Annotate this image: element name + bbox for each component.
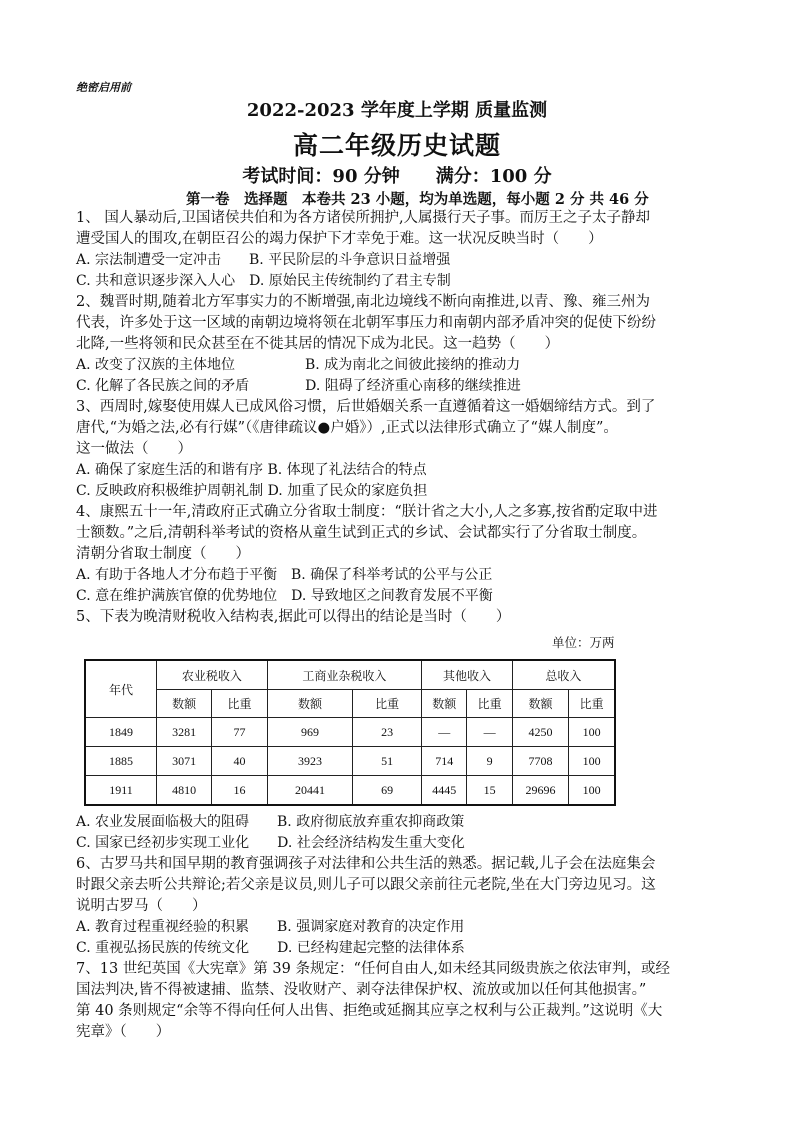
table-cell: 40 bbox=[212, 747, 267, 776]
question-line: 说明古罗马（ ） bbox=[76, 898, 207, 914]
question-line: 清朝分省取士制度（ ） bbox=[76, 546, 250, 562]
secret-mark: 绝密启用前 bbox=[76, 81, 131, 94]
question-line: 3、西周时,嫁娶使用媒人已成风俗习惯，后世婚姻关系一直遵循着这一婚姻缔结方式。到了 bbox=[76, 399, 656, 415]
table-cell: 1849 bbox=[85, 718, 157, 747]
option-line: A. 宗法制遭受一定冲击 B. 平民阶层的斗争意识日益增强 bbox=[76, 252, 451, 268]
question-line: 宪章》（ ） bbox=[76, 1024, 171, 1040]
table-cell: 23 bbox=[353, 718, 422, 747]
question-line: 5、下表为晚清财税收入结构表,据此可以得出的结论是当时（ ） bbox=[76, 609, 511, 625]
option-line: A. 确保了家庭生活的和谐有序 B. 体现了礼法结合的特点 bbox=[76, 462, 427, 478]
table-header-group: 其他收入 bbox=[422, 660, 513, 690]
question-line: 这一做法（ ） bbox=[76, 441, 192, 457]
question-line: 4、康熙五十一年,清政府正式确立分省取士制度：“朕计省之大小,人之多寡,按省酌定取中进 bbox=[76, 504, 658, 520]
table-cell: 969 bbox=[267, 718, 352, 747]
table-cell: 3281 bbox=[157, 718, 212, 747]
question-line: 国法判决,皆不得被逮捕、监禁、没收财产、剥夺法律保护权、流放或加以任何其他损害。” bbox=[76, 982, 647, 998]
question-line: 6、古罗马共和国早期的教育强调孩子对法律和公共生活的熟悉。据记载,儿子会在法庭集会 bbox=[76, 856, 656, 872]
table-cell: 9 bbox=[467, 747, 512, 776]
table-header-group: 农业税收入 bbox=[157, 660, 268, 690]
table-cell: 3923 bbox=[267, 747, 352, 776]
table-unit: 单位：万两 bbox=[552, 635, 615, 650]
table-subheader: 比重 bbox=[212, 690, 267, 718]
table-cell: 15 bbox=[467, 776, 512, 806]
question-line: 第 40 条则规定“余等不得向任何人出售、拒绝或延搁其应享之权利与公正裁判。”这说明《大 bbox=[76, 1003, 663, 1019]
question-line: 代表，许多处于这一区域的南朝边境将领在北朝军事压力和南朝内部矛盾冲突的促使下纷纷 bbox=[76, 315, 656, 331]
option-line: A. 农业发展面临极大的阻碍 B. 政府彻底放弃重农抑商政策 bbox=[76, 814, 465, 830]
option-line: A. 教育过程重视经验的积累 B. 强调家庭对教育的决定作用 bbox=[76, 919, 465, 935]
option-line: A. 有助于各地人才分布趋于平衡 B. 确保了科举考试的公平与公正 bbox=[76, 567, 493, 583]
question-line: 7、13 世纪英国《大宪章》第 39 条规定：“任何自由人,如未经其同级贵族之依法审判，或经 bbox=[76, 961, 670, 977]
table-row bbox=[85, 718, 615, 747]
option-line: C. 国家已经初步实现工业化 D. 社会经济结构发生重大变化 bbox=[76, 835, 465, 851]
table-row bbox=[85, 776, 615, 806]
table-cell: 4810 bbox=[157, 776, 212, 806]
table-cell: — bbox=[467, 718, 512, 747]
question-line: 1、 国人暴动后,卫国诸侯共伯和为各方诸侯所拥护,人属摄行天子事。而厉王之子太子静却 bbox=[76, 210, 651, 226]
table-subheader: 数额 bbox=[422, 690, 467, 718]
question-line: 北降,一些将领和民众甚至在不徙其居的情况下成为北民。这一趋势（ ） bbox=[76, 336, 560, 352]
option-line: C. 共和意识逐步深入人心 D. 原始民主传统制约了君主专制 bbox=[76, 273, 451, 289]
section-heading: 第一卷 选择题 本卷共 23 小题，均为单选题，每小题 2 分 共 46 分 bbox=[186, 191, 649, 208]
exam-time-score: 考试时间：90 分钟 满分：100 分 bbox=[242, 166, 552, 187]
table-subheader: 数额 bbox=[157, 690, 212, 718]
option-line: C. 重视弘扬民族的传统文化 D. 已经构建起完整的法律体系 bbox=[76, 940, 465, 956]
table-cell: 4445 bbox=[422, 776, 467, 806]
table-header-group: 工商业杂税收入 bbox=[267, 660, 421, 690]
option-line: C. 反映政府积极维护周朝礼制 D. 加重了民众的家庭负担 bbox=[76, 483, 428, 499]
table-cell: 29696 bbox=[512, 776, 568, 806]
table-subheader: 比重 bbox=[467, 690, 512, 718]
table-cell: 3071 bbox=[157, 747, 212, 776]
table-cell: 100 bbox=[569, 718, 615, 747]
table-header-year: 年代 bbox=[85, 660, 157, 718]
question-line: 士额数。”之后,清朝科举考试的资格从童生试到正式的乡试、会试都实行了分省取士制度。 bbox=[76, 525, 647, 541]
table-cell: 7708 bbox=[512, 747, 568, 776]
exam-title-subject: 高二年级历史试题 bbox=[292, 131, 501, 160]
table-cell: 100 bbox=[569, 747, 615, 776]
table-cell: — bbox=[422, 718, 467, 747]
question-line: 唐代,“为婚之法,必有行媒”（《唐律疏议●户婚》）,正式以法律形式确立了“媒人制度”。 bbox=[76, 420, 618, 436]
table-cell: 4250 bbox=[512, 718, 568, 747]
option-line: A. 改变了汉族的主体地位 B. 成为南北之间彼此接纳的推动力 bbox=[76, 357, 521, 373]
table-row bbox=[85, 747, 615, 776]
question-line: 遭受国人的围攻,在朝臣召公的竭力保护下才幸免于难。这一状况反映当时（ ） bbox=[76, 231, 603, 247]
option-line: C. 意在维护满族官僚的优势地位 D. 导致地区之间教育发展不平衡 bbox=[76, 588, 493, 604]
question-line: 时跟父亲去听公共辩论;若父亲是议员,则儿子可以跟父亲前往元老院,坐在大门旁边见习。这 bbox=[76, 877, 656, 893]
table-subheader: 数额 bbox=[512, 690, 568, 718]
table-subheader: 比重 bbox=[353, 690, 422, 718]
table-cell: 100 bbox=[569, 776, 615, 806]
question-line: 2、魏晋时期,随着北方军事实力的不断增强,南北边境线不断向南推进,以青、豫、雍三州为 bbox=[76, 294, 651, 310]
table-cell: 16 bbox=[212, 776, 267, 806]
table-cell: 714 bbox=[422, 747, 467, 776]
revenue-table bbox=[84, 659, 616, 806]
table-cell: 51 bbox=[353, 747, 422, 776]
table-cell: 20441 bbox=[267, 776, 352, 806]
table-cell: 69 bbox=[353, 776, 422, 806]
table-subheader: 数额 bbox=[267, 690, 352, 718]
exam-title-year: 2022-2023 学年度上学期 质量监测 bbox=[246, 100, 548, 121]
table-cell: 1911 bbox=[85, 776, 157, 806]
table-cell: 1885 bbox=[85, 747, 157, 776]
table-subheader: 比重 bbox=[569, 690, 615, 718]
option-line: C. 化解了各民族之间的矛盾 D. 阻碍了经济重心南移的继续推进 bbox=[76, 378, 521, 394]
table-header-group: 总收入 bbox=[512, 660, 615, 690]
table-cell: 77 bbox=[212, 718, 267, 747]
